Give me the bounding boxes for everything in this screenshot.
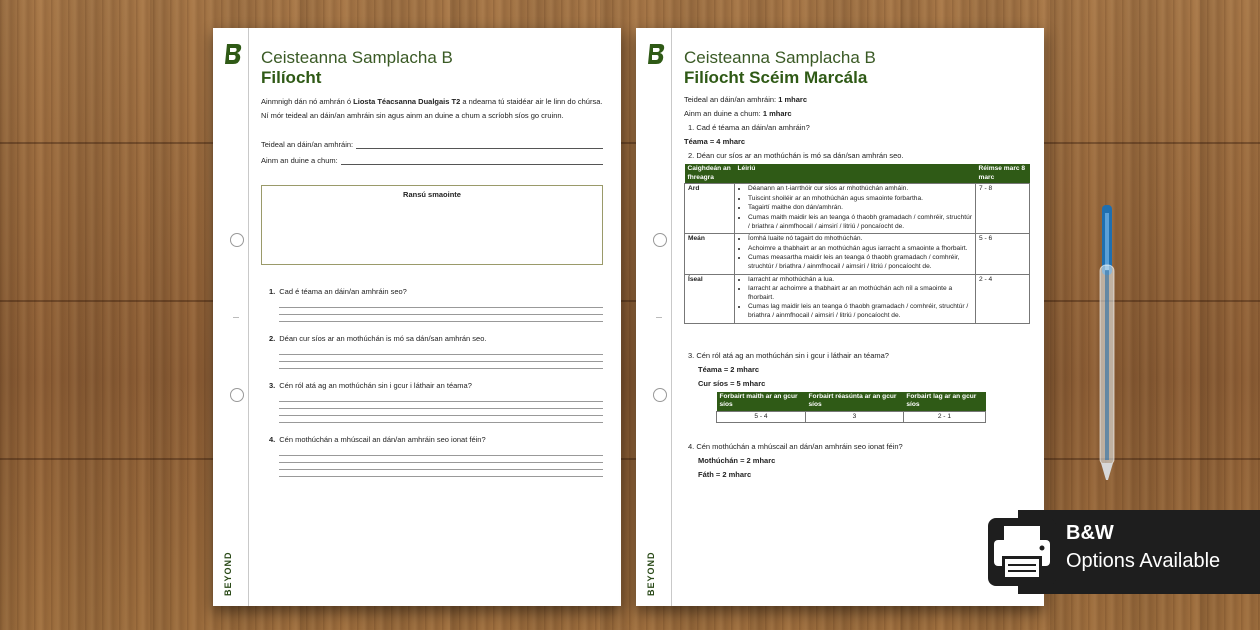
question-4-mark: Mothúchán = 2 mharc: [698, 456, 776, 466]
beyond-logo-icon: [224, 42, 244, 66]
table-row: 5 - 4 3 2 - 1: [717, 411, 986, 423]
instructions-2: Ní mór teideal an dáin/an amhráin sin agus ainm an duine a chum a scríobh síos go cruinn.: [261, 111, 564, 120]
mark-scheme-page: [636, 28, 1044, 606]
punch-hole: [230, 388, 244, 402]
question-block: 1. Cad é téama an dáin/an amhráin seo?: [261, 287, 603, 322]
brand-footer: BEYOND: [646, 551, 656, 596]
question-3-mark: Cur síos = 5 mharc: [698, 378, 766, 388]
table-row: Meán • Íomhá luaite nó tagairt do mhothúchán. • Achoimre a thabhairt ar an mothúchán agus iarracht a smaointe a fhorbairt. • Cumas measartha maidir leis an teanga ó thaobh gramadach / comhréir, struchtúr / briathra / ainmfhocail / aimsirí / litriú / poncaíocht de. 5 - 6: [685, 234, 1030, 274]
answer-line[interactable]: [279, 456, 603, 463]
table-row: Íseal • Iarracht ar mhothúchán a lua. • Iarracht ar achoimre a thabhairt ar an mothúchán ach níl a smaointe a fhorbairt. • Cumas lag maidir leis an teanga ó thaobh gramadach / comhréir, struchtúr / briathra / ainmfhocail / aimsirí / litriú / poncaíocht de. 2 - 4: [685, 274, 1030, 323]
page-subtitle: Filíocht Scéim Marcála: [684, 68, 868, 87]
question-1: 1. Cad é téama an dáin/an amhráin?: [688, 123, 810, 132]
title-field[interactable]: Teideal an dáin/an amhráin:: [261, 138, 603, 149]
question-1-mark: Téama = 4 mharc: [684, 137, 746, 146]
answer-line[interactable]: [279, 362, 603, 369]
wood-plank-seam: [0, 300, 1260, 302]
answer-line[interactable]: [279, 409, 603, 416]
question-2: 2. Déan cur síos ar an mothúchán is mó sa dán/san amhrán seo.: [688, 151, 904, 160]
bw-options-badge: [1018, 510, 1260, 594]
table-row: Ard • Déanann an t-iarrthóir cur síos ar mhothúchán amháin. • Tuiscint shoiléir ar an mhothúchán agus smaointe forbartha. • Tagairtí maithe don dán/amhrán. • Cumas maith maidir leis an teanga ó thaobh gramadach / comhréir, struchtúr / briathra / ainmfhocail / aimsirí / litriú / poncaíocht de. 7 - 8: [685, 184, 1030, 234]
wood-plank-seam: [0, 142, 1260, 144]
table-header: Léiriú: [735, 164, 976, 184]
fold-mark: [233, 317, 239, 318]
page-subtitle: Filíocht: [261, 68, 322, 87]
badge-subtitle: Options Available: [1066, 550, 1221, 572]
fold-mark: [656, 317, 662, 318]
author-field[interactable]: Ainm an duine a chum:: [261, 154, 603, 165]
answer-line[interactable]: [279, 315, 603, 322]
badge-title: B&W: [1066, 522, 1114, 544]
answer-line[interactable]: [279, 449, 603, 456]
page-title: Ceisteanna Samplacha B: [261, 48, 453, 67]
answer-line[interactable]: [279, 463, 603, 470]
punch-hole: [653, 388, 667, 402]
page-title: Ceisteanna Samplacha B: [684, 48, 876, 67]
answer-line[interactable]: [279, 470, 603, 477]
brand-footer: BEYOND: [223, 551, 233, 596]
margin-line: [248, 28, 249, 606]
brainstorm-box[interactable]: [261, 185, 603, 265]
answer-line[interactable]: [279, 355, 603, 362]
punch-hole: [230, 233, 244, 247]
pen-icon: [1092, 205, 1122, 485]
question-block: 2. Déan cur síos ar an mothúchán is mó sa dán/san amhrán seo.: [261, 334, 603, 369]
mark-scheme-table: [684, 164, 1030, 324]
instructions: Ainmnigh dán nó amhrán ó Liosta Téacsanna Dualgais T2 a ndearna tú staidéar air le linn do chúrsa.: [261, 97, 603, 106]
answer-line[interactable]: [279, 402, 603, 409]
question-block: 3. Cén ról atá ag an mothúchán sin i gcur i láthair an téama?: [261, 381, 603, 423]
answer-line[interactable]: [279, 301, 603, 308]
question-3: 3. Cén ról atá ag an mothúchán sin i gcur i láthair an téama?: [688, 350, 889, 360]
question-block: 4. Cén mothúchán a mhúscail an dán/an amhráin seo ionat féin?: [261, 435, 603, 477]
mark-line: Teideal an dáin/an amhráin: 1 mharc: [684, 95, 808, 104]
answer-line[interactable]: [279, 395, 603, 402]
answer-line[interactable]: [279, 348, 603, 355]
mark-line: Ainm an duine a chum: 1 mharc: [684, 109, 792, 118]
wood-plank-seam: [0, 458, 1260, 460]
answer-line[interactable]: [279, 416, 603, 423]
question-4-mark: Fáth = 2 mharc: [698, 470, 752, 480]
table-header: Forbairt maith ar an gcur síos: [717, 392, 806, 412]
worksheet-page: [213, 28, 621, 606]
development-table: [716, 392, 986, 424]
answer-line[interactable]: [279, 308, 603, 315]
question-3-mark: Téama = 2 mharc: [698, 364, 760, 374]
brainstorm-label: Ransú smaointe: [403, 190, 461, 199]
table-header: Forbairt réasúnta ar an gcur síos: [806, 392, 904, 412]
beyond-logo-icon: [647, 42, 667, 66]
printer-icon: [986, 516, 1058, 588]
table-header: Réimse marc 8 marc: [976, 164, 1030, 184]
margin-line: [671, 28, 672, 606]
table-header: Caighdeán an fhreagra: [685, 164, 735, 184]
question-4: 4. Cén mothúchán a mhúscail an dán/an amhráin seo ionat féin?: [688, 442, 903, 452]
punch-hole: [653, 233, 667, 247]
table-header: Forbairt lag ar an gcur síos: [903, 392, 985, 412]
